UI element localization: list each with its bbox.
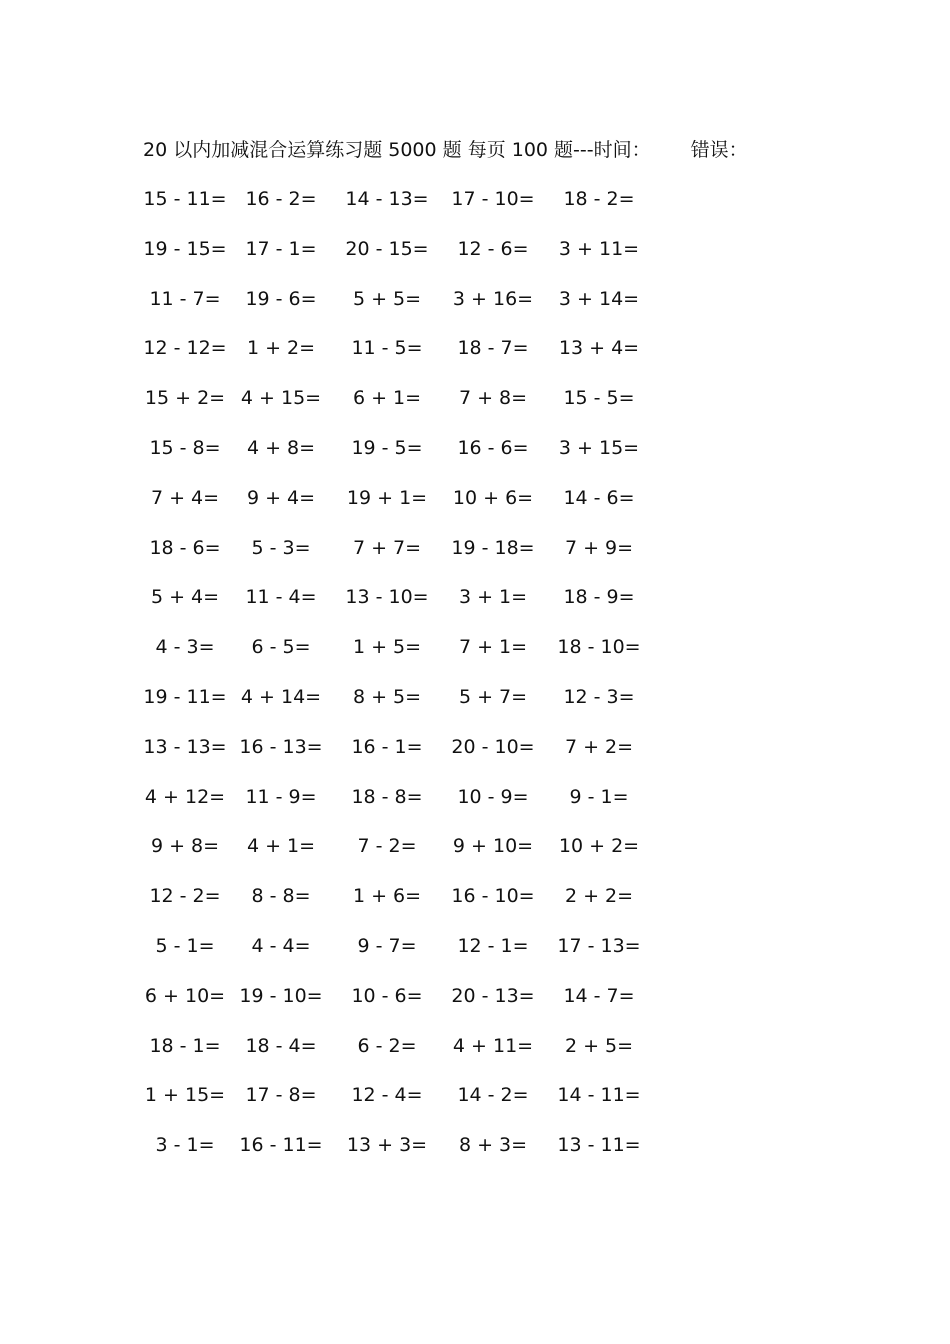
problem-item: 16 - 2= xyxy=(245,188,317,210)
problem-item: 14 - 11= xyxy=(557,1084,641,1107)
problem-item: 5 - 3= xyxy=(251,536,311,559)
problem-row xyxy=(143,434,703,484)
problem-item: 18 - 2= xyxy=(563,188,635,210)
problem-row xyxy=(143,683,703,733)
problem-item: 12 - 12= xyxy=(143,337,227,360)
problem-item: 7 - 2= xyxy=(357,835,417,858)
problem-item: 6 - 5= xyxy=(251,636,311,659)
problem-item: 1 + 15= xyxy=(144,1084,226,1107)
problem-item: 17 - 1= xyxy=(245,237,317,260)
problem-row xyxy=(143,832,703,882)
problem-item: 5 - 1= xyxy=(155,934,215,957)
worksheet-header xyxy=(143,136,748,164)
problem-item: 13 - 11= xyxy=(557,1134,641,1157)
problem-row xyxy=(143,334,703,384)
problem-grid xyxy=(143,185,703,1181)
problem-item: 16 - 13= xyxy=(239,735,323,758)
problem-item: 4 + 11= xyxy=(452,1034,534,1057)
problem-item: 5 + 4= xyxy=(150,586,220,609)
problem-item: 1 + 6= xyxy=(352,885,422,908)
problem-item: 10 + 6= xyxy=(452,486,534,509)
problem-item: 9 + 10= xyxy=(452,835,534,858)
problem-item: 15 - 5= xyxy=(563,387,635,410)
problem-row xyxy=(143,185,703,235)
problem-item: 19 - 5= xyxy=(351,436,423,459)
problem-row xyxy=(143,583,703,633)
problem-row xyxy=(143,1131,703,1181)
problem-item: 14 - 6= xyxy=(563,486,635,509)
problem-item: 4 + 15= xyxy=(240,387,322,410)
problem-row xyxy=(143,733,703,783)
problem-item: 8 + 3= xyxy=(458,1134,528,1157)
problem-item: 14 - 7= xyxy=(563,984,635,1007)
problem-item: 4 + 12= xyxy=(144,785,226,808)
problem-item: 16 - 6= xyxy=(457,436,529,459)
problem-item: 7 + 7= xyxy=(352,536,422,559)
problem-item: 5 + 7= xyxy=(458,685,528,708)
problem-item: 12 - 2= xyxy=(149,885,221,908)
problem-row xyxy=(143,633,703,683)
problem-row xyxy=(143,982,703,1032)
problem-item: 2 + 5= xyxy=(564,1034,634,1057)
problem-item: 11 - 5= xyxy=(351,337,423,360)
problem-item: 15 + 2= xyxy=(144,387,226,410)
problem-item: 13 + 4= xyxy=(558,337,640,360)
problem-item: 4 + 1= xyxy=(246,835,316,858)
problem-item: 19 - 6= xyxy=(245,287,317,310)
problem-item: 3 + 14= xyxy=(558,287,640,310)
problem-item: 13 - 13= xyxy=(143,735,227,758)
problem-item: 1 + 2= xyxy=(246,337,316,360)
problem-item: 19 - 10= xyxy=(239,984,323,1007)
problem-row xyxy=(143,235,703,285)
problem-item: 20 - 10= xyxy=(451,735,535,758)
problem-row xyxy=(143,1032,703,1082)
problem-item: 7 + 4= xyxy=(150,486,220,509)
problem-item: 4 - 4= xyxy=(251,934,311,957)
problem-item: 17 - 13= xyxy=(557,934,641,957)
problem-item: 20 - 13= xyxy=(451,984,535,1007)
problem-row xyxy=(143,384,703,434)
problem-item: 14 - 2= xyxy=(457,1084,529,1107)
problem-item: 16 - 11= xyxy=(239,1134,323,1157)
problem-item: 19 - 15= xyxy=(143,237,227,260)
problem-item: 6 + 10= xyxy=(144,984,226,1007)
problem-item: 10 + 2= xyxy=(558,835,640,858)
problem-item: 6 + 1= xyxy=(352,387,422,410)
problem-item: 7 + 8= xyxy=(458,387,528,410)
problem-item: 15 - 11= xyxy=(143,188,227,210)
problem-item: 6 - 2= xyxy=(357,1034,417,1057)
problem-item: 19 - 11= xyxy=(143,685,227,708)
problem-item: 4 + 8= xyxy=(246,436,316,459)
problem-item: 10 - 9= xyxy=(457,785,529,808)
problem-item: 16 - 1= xyxy=(351,735,423,758)
problem-row xyxy=(143,1081,703,1131)
problem-item: 13 - 10= xyxy=(345,586,429,609)
problem-item: 12 - 6= xyxy=(457,237,529,260)
problem-item: 3 + 15= xyxy=(558,436,640,459)
problem-item: 3 + 1= xyxy=(458,586,528,609)
problem-item: 18 - 6= xyxy=(149,536,221,559)
problem-item: 17 - 8= xyxy=(245,1084,317,1107)
problem-item: 7 + 1= xyxy=(458,636,528,659)
problem-item: 12 - 1= xyxy=(457,934,529,957)
problem-row xyxy=(143,285,703,335)
problem-item: 18 - 9= xyxy=(563,586,635,609)
problem-item: 2 + 2= xyxy=(564,885,634,908)
problem-item: 11 - 7= xyxy=(149,287,221,310)
problem-item: 1 + 5= xyxy=(352,636,422,659)
problem-row xyxy=(143,484,703,534)
errors-label: 错误： xyxy=(690,139,748,161)
problem-row xyxy=(143,783,703,833)
problem-item: 19 - 18= xyxy=(451,536,535,559)
problem-item: 4 - 3= xyxy=(155,636,215,659)
problem-item: 15 - 8= xyxy=(149,436,221,459)
problem-item: 19 + 1= xyxy=(346,486,428,509)
problem-item: 5 + 5= xyxy=(352,287,422,310)
problem-item: 7 + 9= xyxy=(564,536,634,559)
problem-item: 12 - 4= xyxy=(351,1084,423,1107)
worksheet-title: 20 以内加减混合运算练习题 5000 题 每页 100 题---时间： xyxy=(143,139,651,161)
problem-item: 14 - 13= xyxy=(345,188,429,210)
problem-row xyxy=(143,882,703,932)
problem-item: 16 - 10= xyxy=(451,885,535,908)
problem-item: 9 + 4= xyxy=(246,486,316,509)
problem-item: 18 - 1= xyxy=(149,1034,221,1057)
problem-item: 13 + 3= xyxy=(346,1134,428,1157)
problem-item: 8 + 5= xyxy=(352,685,422,708)
problem-item: 18 - 10= xyxy=(557,636,641,659)
problem-item: 11 - 4= xyxy=(245,586,317,609)
problem-item: 7 + 2= xyxy=(564,735,634,758)
problem-item: 9 - 1= xyxy=(569,785,629,808)
problem-item: 10 - 6= xyxy=(351,984,423,1007)
problem-item: 20 - 15= xyxy=(345,237,429,260)
problem-item: 9 + 8= xyxy=(150,835,220,858)
problem-item: 3 + 16= xyxy=(452,287,534,310)
problem-item: 11 - 9= xyxy=(245,785,317,808)
problem-item: 12 - 3= xyxy=(563,685,635,708)
problem-item: 17 - 10= xyxy=(451,188,535,210)
problem-item: 3 + 11= xyxy=(558,237,640,260)
problem-item: 18 - 7= xyxy=(457,337,529,360)
problem-item: 18 - 4= xyxy=(245,1034,317,1057)
problem-item: 3 - 1= xyxy=(155,1134,215,1157)
problem-row xyxy=(143,534,703,584)
problem-item: 4 + 14= xyxy=(240,685,322,708)
problem-item: 8 - 8= xyxy=(251,885,311,908)
problem-item: 9 - 7= xyxy=(357,934,417,957)
problem-item: 18 - 8= xyxy=(351,785,423,808)
problem-row xyxy=(143,932,703,982)
